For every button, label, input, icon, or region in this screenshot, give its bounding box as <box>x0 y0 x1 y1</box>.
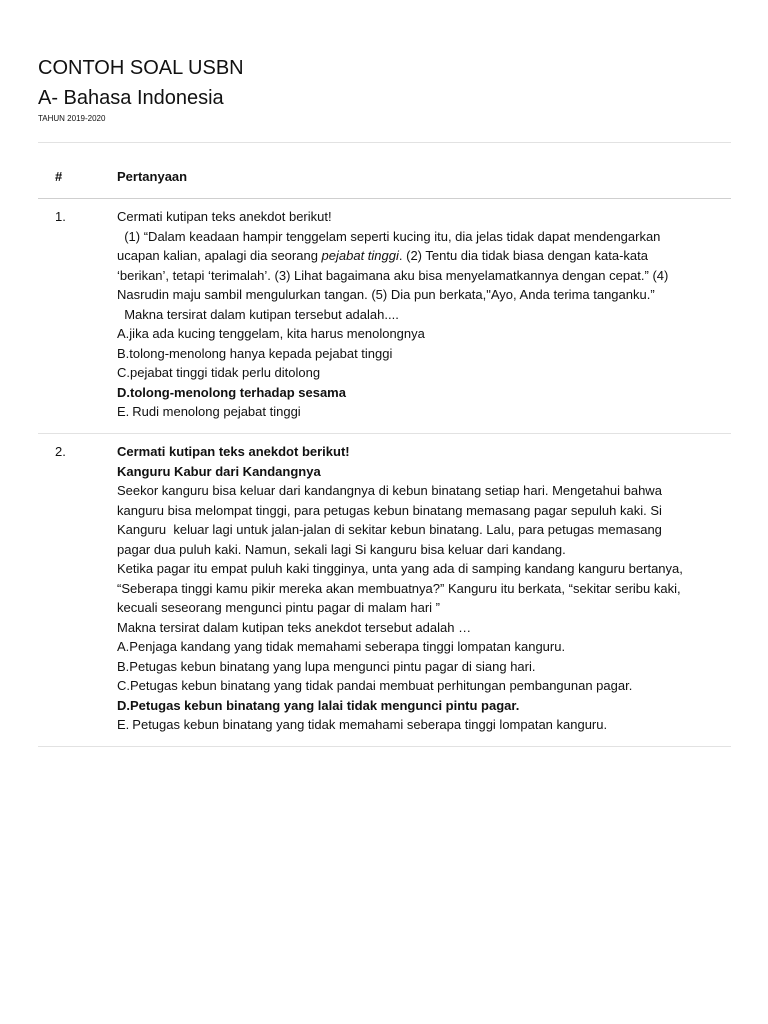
passage-line: Nasrudin maju sambil mengulurkan tangan. (5) Dia pun berkata,"Ayo, Anda terima tanganku.” <box>117 287 655 302</box>
option-letter: C. <box>117 365 130 380</box>
passage-line: Makna tersirat dalam kutipan teks anekdot tersebut adalah … <box>117 619 472 635</box>
year-label: TAHUN 2019-2020 <box>38 114 106 123</box>
option-text: tolong-menolong hanya kepada pejabat tinggi <box>129 345 393 361</box>
column-header-number: # <box>55 169 63 184</box>
question-2 <box>117 442 729 735</box>
answer-option-correct <box>117 696 729 716</box>
answer-option <box>117 657 729 677</box>
passage-line: “Seberapa tinggi kamu pikir mereka akan membuatnya?” Kanguru itu berkata, “sekitar seribu kaki, <box>117 580 681 596</box>
question-number: 2. <box>55 444 66 459</box>
option-text: Rudi menolong pejabat tinggi <box>132 404 301 419</box>
passage-line: Seekor kanguru bisa keluar dari kandangnya di kebun binatang setiap hari. Mengetahui bahwa <box>117 483 662 498</box>
answer-option <box>117 363 729 383</box>
story-title: Kanguru Kabur dari Kandangnya <box>117 463 321 479</box>
header-divider <box>38 198 731 199</box>
option-text: tolong-menolong terhadap sesama <box>130 384 346 400</box>
question-1 <box>117 207 729 422</box>
passage-line: ‘berikan’, tetapi ‘terimalah’. (3) Lihat bagaimana aku bisa menyelamatkannya dengan cepat.” (4) <box>117 267 669 283</box>
passage-line: pagar dua puluh kaki. Namun, sekali lagi Si kanguru bisa keluar dari kandang. <box>117 541 566 557</box>
option-letter: B. <box>117 658 130 674</box>
question-intro: Cermati kutipan teks anekdot berikut! <box>117 209 332 224</box>
passage-italic-text: pejabat tinggi <box>321 248 399 263</box>
passage-line: Ketika pagar itu empat puluh kaki tingginya, unta yang ada di samping kandang kanguru bertanya, <box>117 561 683 576</box>
option-letter: D. <box>117 384 130 400</box>
passage-line: kanguru bisa melompat tinggi, para petugas kebun binatang memasang pagar sepuluh kaki. Si <box>117 502 662 518</box>
option-letter: B. <box>117 345 130 361</box>
passage-line: kecuali seseorang mengunci pintu pagar di malam hari ” <box>117 600 441 615</box>
option-letter: E. <box>117 404 130 419</box>
option-letter: A. <box>117 326 130 341</box>
passage-line: Makna tersirat dalam kutipan tersebut adalah.... <box>117 306 399 322</box>
option-letter: A. <box>117 639 130 654</box>
option-text: Penjaga kandang yang tidak memahami seberapa tinggi lompatan kanguru. <box>129 639 566 654</box>
divider <box>38 142 731 143</box>
option-letter: E. <box>117 717 130 732</box>
question-intro: Cermati kutipan teks anekdot berikut! <box>117 444 350 459</box>
passage-line: Kanguru keluar lagi untuk jalan-jalan di sekitar kebun binatang. Lalu, para petugas memasang <box>117 522 662 537</box>
answer-option <box>117 637 729 657</box>
answer-option <box>117 402 729 422</box>
passage-line: (1) “Dalam keadaan hampir tenggelam seperti kucing itu, dia jelas tidak dapat mendengarkan <box>117 228 661 244</box>
passage-text: . (2) Tentu dia tidak biasa dengan kata-kata <box>398 248 648 263</box>
passage-line <box>117 246 729 266</box>
question-number: 1. <box>55 209 66 224</box>
option-letter: C. <box>117 678 130 693</box>
answer-option-correct <box>117 383 729 403</box>
page-title: CONTOH SOAL USBN <box>38 57 244 79</box>
option-text: Petugas kebun binatang yang lupa mengunci pintu pagar di siang hari. <box>129 658 536 674</box>
option-text: Petugas kebun binatang yang tidak pandai membuat perhitungan pembangunan pagar. <box>130 678 633 693</box>
page-subtitle: A- Bahasa Indonesia <box>38 87 224 109</box>
passage-text: ucapan kalian, apalagi dia seorang <box>117 248 322 263</box>
row-divider <box>38 746 731 747</box>
answer-option <box>117 344 729 364</box>
option-text: Petugas kebun binatang yang tidak memahami seberapa tinggi lompatan kanguru. <box>132 717 608 732</box>
option-text: pejabat tinggi tidak perlu ditolong <box>130 365 321 380</box>
answer-option <box>117 324 729 344</box>
option-text: Petugas kebun binatang yang lalai tidak mengunci pintu pagar. <box>130 697 520 713</box>
answer-option <box>117 715 729 735</box>
column-header-question: Pertanyaan <box>117 169 188 184</box>
option-letter: D. <box>117 697 130 713</box>
option-text: jika ada kucing tenggelam, kita harus menolongnya <box>129 326 425 341</box>
row-divider <box>38 433 731 434</box>
answer-option <box>117 676 729 696</box>
